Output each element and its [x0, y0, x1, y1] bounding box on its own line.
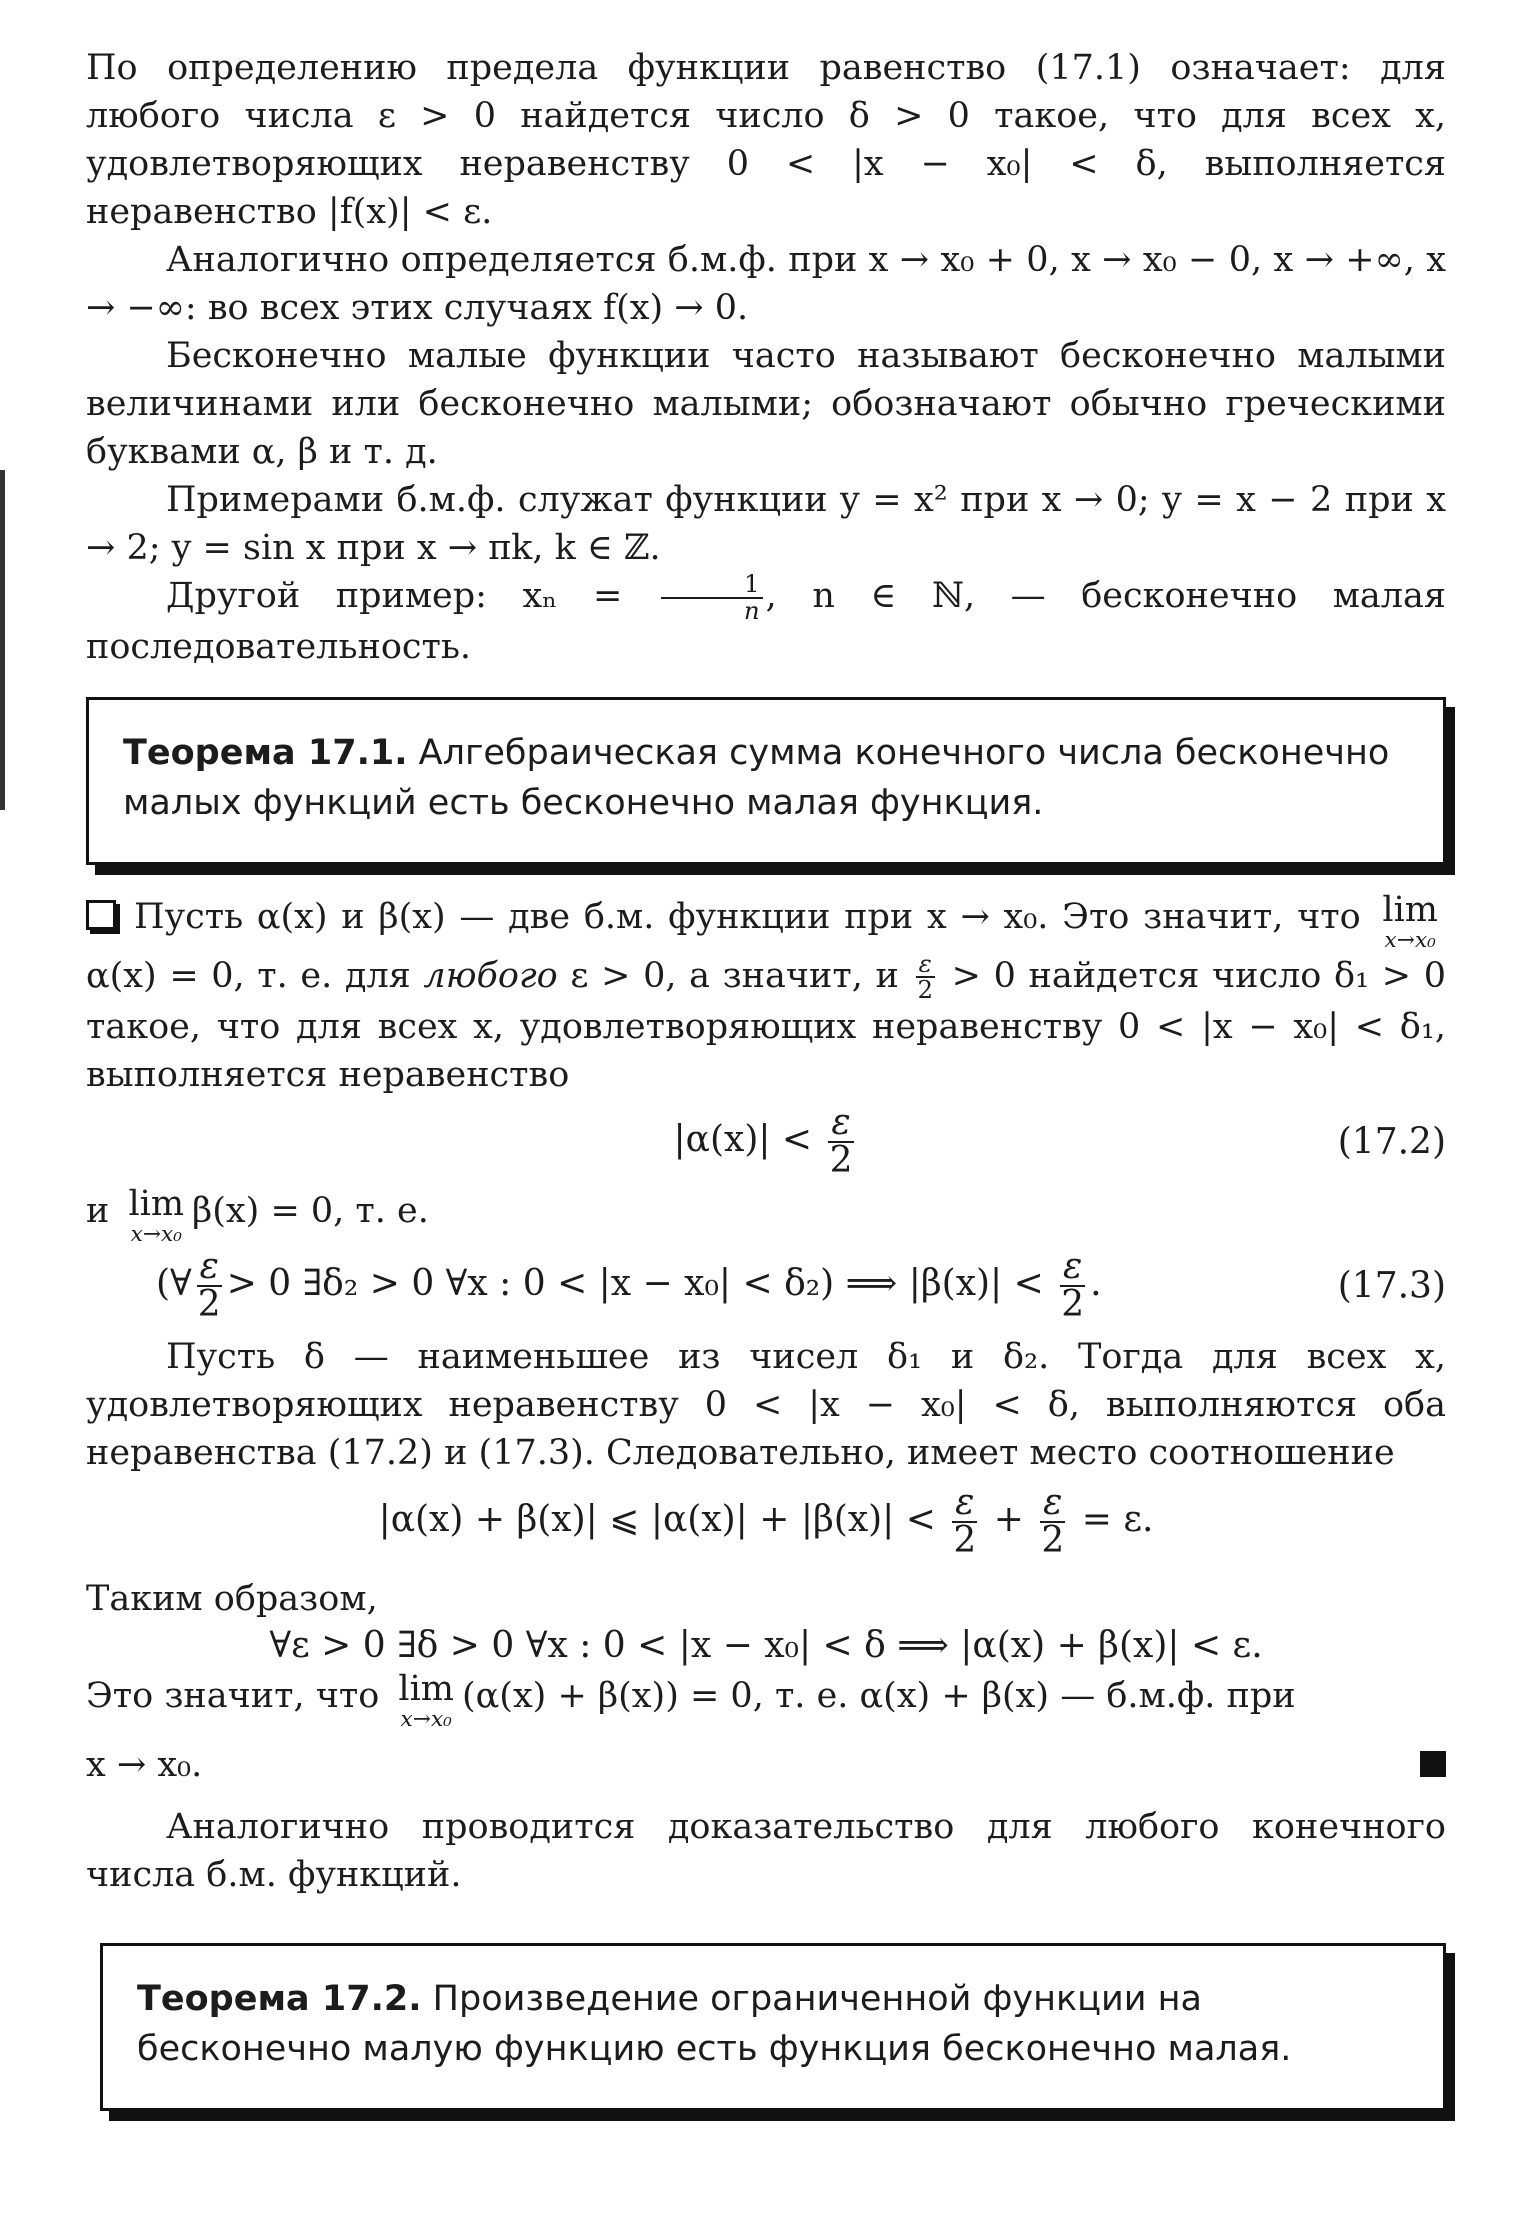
proof-paragraph	[86, 890, 1446, 1099]
equation-number: (17.2)	[1337, 1121, 1446, 1163]
fraction-numerator: ε	[828, 1105, 853, 1143]
theorem-17-1-box	[86, 697, 1446, 865]
limit-word: lim	[1382, 890, 1438, 930]
equation-final	[86, 1625, 1446, 1666]
fraction-denominator: n	[743, 595, 760, 625]
fraction-denominator: 2	[1061, 1284, 1085, 1326]
equation-17-3-dot: .	[1090, 1263, 1102, 1305]
plus-sign: +	[993, 1499, 1024, 1541]
page-body	[86, 44, 1446, 2111]
equation-17-2-lhs: |α(x)| <	[673, 1118, 813, 1160]
sum-estimate-lhs: |α(x) + β(x)| ⩽ |α(x)| + |β(x)| <	[378, 1499, 936, 1541]
fraction-denominator: 2	[917, 975, 934, 1005]
limit-subscript: x→x₀	[400, 1707, 452, 1733]
equation-17-3-part-a: (∀	[156, 1263, 192, 1305]
fraction-denominator: 2	[829, 1139, 853, 1181]
eps-half-fraction	[950, 1482, 979, 1562]
fraction-denominator: 2	[953, 1520, 977, 1562]
theorem-17-2-box	[100, 1943, 1446, 2111]
sum-estimate-rhs: = ε.	[1081, 1499, 1154, 1541]
conclusion-text-b: (α(x) + β(x)) = 0, т. е. α(x) + β(x) — б.м.ф. при	[462, 1676, 1296, 1717]
fraction-denominator: 2	[197, 1284, 221, 1326]
fraction-numerator: ε	[952, 1485, 977, 1523]
proof-emphasis: любого	[423, 955, 558, 996]
sequence-text-a: Другой пример: xₙ =	[166, 576, 623, 616]
beta-limit-text: β(x) = 0, т. е.	[192, 1190, 429, 1231]
thus-line: Таким образом,	[86, 1579, 378, 1620]
beta-limit-line	[86, 1183, 1446, 1247]
limit-beta	[128, 1183, 185, 1247]
conclusion-text-a: Это значит, что	[86, 1676, 380, 1717]
paragraph-notation: Бесконечно малые функции часто называют бесконечно малыми величинами или бесконечно малыми; обозначают обычно греческими буквами α, β и т. д.	[86, 336, 1446, 472]
conclusion-end-line	[86, 1741, 1446, 1789]
proof-text-c: ε > 0, а значит, и	[570, 955, 899, 996]
paragraph-analog: Аналогично определяется б.м.ф. при x → x₀ + 0, x → x₀ − 0, x → +∞, x → −∞: во всех этих случаях f(x) → 0.	[86, 240, 1446, 328]
fraction-numerator: ε	[916, 952, 935, 979]
fraction-denominator: 2	[1041, 1520, 1065, 1562]
paragraph-definition: По определению предела функции равенство (17.1) означает: для любого числа ε > 0 найдется число δ > 0 такое, что для всех x, удовлетворяющих неравенству 0 < |x − x₀| < δ, выполняется неравенство |f(x)| < ε.	[86, 48, 1446, 232]
paragraph-general-case: Аналогично проводится доказательство для любого конечного числа б.м. функций.	[86, 1807, 1446, 1896]
proof-text-a: Пусть α(x) и β(x) — две б.м. функции при x → x₀. Это значит, что	[134, 897, 1361, 937]
qed-icon	[1420, 1751, 1446, 1777]
conclusion-line	[86, 1669, 1446, 1733]
proof-start-icon	[86, 900, 116, 930]
equation-17-3	[86, 1246, 1446, 1326]
paragraph-sequence	[86, 569, 1446, 671]
equation-17-2	[86, 1101, 1446, 1181]
eps-half-fraction	[914, 948, 936, 1005]
conjunction: и	[86, 1190, 110, 1231]
proof-text-b: α(x) = 0, т. е. для	[86, 955, 411, 996]
fraction-numerator: ε	[197, 1249, 222, 1287]
fraction-numerator: ε	[1060, 1249, 1085, 1287]
eps-half-fraction	[195, 1246, 224, 1326]
eps-half-fraction	[1058, 1246, 1087, 1326]
equation-17-3-part-b: > 0 ∃δ₂ > 0 ∀x : 0 < |x − x₀| < δ₂) ⟹ |β(x)| <	[226, 1263, 1044, 1305]
fraction-numerator: 1	[661, 572, 763, 599]
limit-subscript: x→x₀	[1384, 928, 1436, 953]
sequence-text-b: , n ∈ ℕ, — бесконечно малая последовательность.	[86, 576, 1446, 667]
equation-sum-estimate	[86, 1482, 1446, 1562]
limit-alpha	[1382, 890, 1438, 953]
proof-text-d: > 0 найдется число δ₁ > 0 такое, что для всех x, удовлетворяющих неравенству 0 < |x − x₀| < δ₁, выполняется неравенство	[86, 955, 1446, 1095]
scan-edge-mark	[0, 470, 5, 810]
limit-subscript: x→x₀	[130, 1221, 182, 1247]
sequence-fraction	[661, 569, 763, 625]
theorem-17-2-text: Произведение ограниченной функции на бесконечно малую функцию есть функция бесконечно малая.	[137, 1979, 1292, 2070]
limit-sum	[398, 1669, 454, 1733]
conclusion-text-c: x → x₀.	[86, 1745, 203, 1786]
limit-word: lim	[128, 1183, 185, 1224]
paragraph-min-delta: Пусть δ — наименьшее из чисел δ₁ и δ₂. Тогда для всех x, удовлетворяющих неравенству 0 < |x − x₀| < δ, выполняются оба неравенства (17.2) и (17.3). Следовательно, имеет место соотношение	[86, 1337, 1446, 1474]
fraction-numerator: ε	[1040, 1485, 1065, 1523]
theorem-17-2-label: Теорема 17.2.	[137, 1979, 422, 2020]
eps-half-fraction	[1038, 1482, 1067, 1562]
theorem-17-1-text: Алгебраическая сумма конечного числа бесконечно малых функций есть бесконечно малая функция.	[123, 733, 1390, 823]
equation-number: (17.3)	[1337, 1265, 1446, 1307]
limit-word: lim	[398, 1669, 454, 1710]
paragraph-examples: Примерами б.м.ф. служат функции y = x² при x → 0; y = x − 2 при x → 2; y = sin x при x → πk, k ∈ ℤ.	[86, 480, 1446, 568]
eps-half-fraction	[827, 1101, 856, 1181]
final-implication: ∀ε > 0 ∃δ > 0 ∀x : 0 < |x − x₀| < δ ⟹ |α(x) + β(x)| < ε.	[269, 1625, 1263, 1667]
theorem-17-1-label: Теорема 17.1.	[123, 733, 408, 773]
